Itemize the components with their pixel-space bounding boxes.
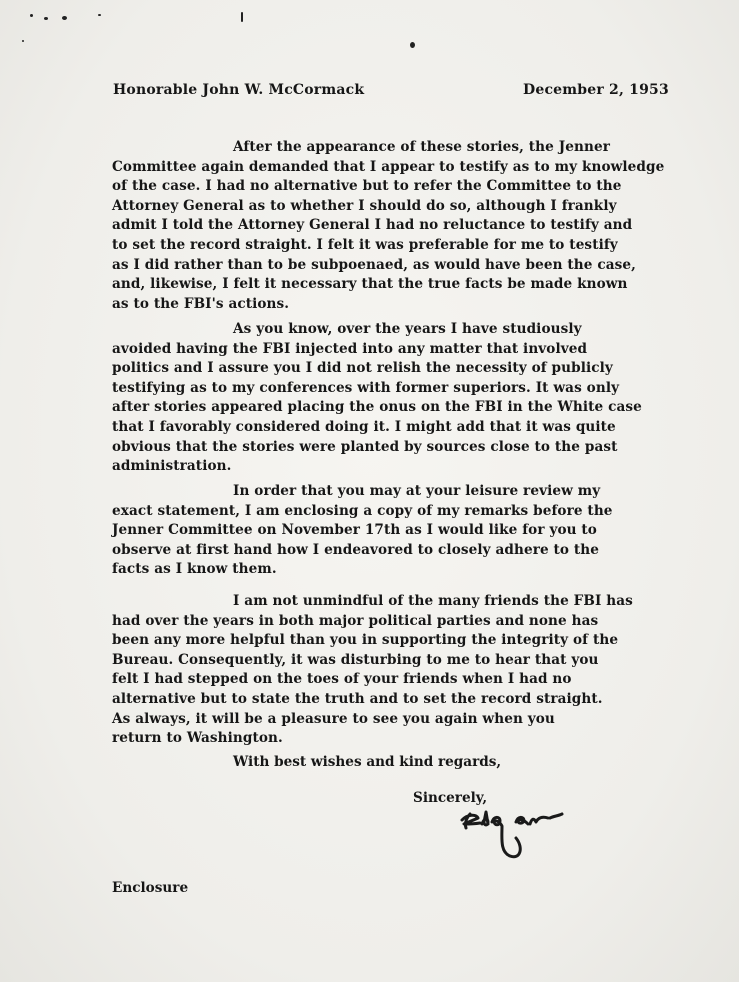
scan-speck — [241, 12, 243, 22]
paragraph-line: to set the record straight. I felt it was preferable for me to testify — [112, 236, 618, 253]
paragraph-line: as to the FBI's actions. — [112, 295, 290, 312]
paragraph-4 — [112, 592, 712, 749]
paragraph-line: obvious that the stories were planted by sources close to the past — [112, 438, 618, 455]
letter-date: December 2, 1953 — [523, 82, 669, 98]
paragraph-line: as I did rather than to be subpoenaed, as would have been the case, — [112, 256, 636, 273]
paragraph-line: Jenner Committee on November 17th as I would like for you to — [112, 522, 597, 539]
paragraph-line: As always, it will be a pleasure to see you again when you — [112, 710, 555, 727]
paragraph-line: been any more helpful than you in supporting the integrity of the — [112, 632, 619, 649]
paragraph-line: testifying as to my conferences with former superiors. It was only — [112, 379, 620, 396]
paragraph-line: facts as I know them. — [112, 561, 277, 578]
paragraph-line: Attorney General as to whether I should do so, although I frankly — [112, 197, 617, 214]
paragraph-line: return to Washington. — [112, 730, 283, 747]
scan-speck — [98, 14, 101, 16]
paragraph-line: alternative but to state the truth and to set the record straight. — [112, 690, 603, 707]
paragraph-line: I am not unmindful of the many friends the FBI has — [233, 593, 633, 609]
paragraph-line: that I favorably considered doing it. I might add that it was quite — [112, 418, 616, 435]
paragraph-1 — [112, 138, 712, 314]
paragraph-line: observe at first hand how I endeavored to closely adhere to the — [112, 541, 600, 558]
paragraph-line: admit I told the Attorney General I had no reluctance to testify and — [112, 217, 633, 234]
sign-off: Sincerely, — [413, 790, 488, 806]
addressee: Honorable John W. McCormack — [113, 82, 365, 98]
scan-speck — [22, 40, 24, 42]
paragraph-line: felt I had stepped on the toes of your friends when I had no — [112, 671, 572, 688]
paragraph-line: avoided having the FBI injected into any matter that involved — [112, 340, 588, 357]
handwritten-signature — [458, 808, 568, 866]
paragraph-line: In order that you may at your leisure review my — [233, 483, 601, 499]
paragraph-line: of the case. I had no alternative but to refer the Committee to the — [112, 178, 622, 195]
paragraph-line: had over the years in both major political parties and none has — [112, 612, 599, 629]
paragraph-line: and, likewise, I felt it necessary that the true facts be made known — [112, 276, 628, 293]
paragraph-line: administration. — [112, 458, 232, 475]
enclosure-note: Enclosure — [112, 880, 189, 896]
scan-speck — [44, 17, 48, 20]
paragraph-line: After the appearance of these stories, the Jenner — [233, 139, 610, 155]
paragraph-line: after stories appeared placing the onus on the FBI in the White case — [112, 399, 642, 416]
paragraph-line: Bureau. Consequently, it was disturbing to me to hear that you — [112, 651, 599, 668]
paragraph-line: As you know, over the years I have studiously — [233, 321, 582, 337]
paragraph-line: exact statement, I am enclosing a copy of my remarks before the — [112, 502, 613, 519]
scan-speck — [62, 16, 67, 20]
scan-speck — [30, 14, 33, 17]
paragraph-line: Committee again demanded that I appear to testify as to my knowledge — [112, 158, 665, 175]
paragraph-3 — [112, 482, 712, 580]
paragraph-line: politics and I assure you I did not relish the necessity of publicly — [112, 360, 613, 377]
closing-regards: With best wishes and kind regards, — [233, 754, 502, 770]
paragraph-2 — [112, 320, 712, 477]
scan-speck — [410, 42, 415, 48]
